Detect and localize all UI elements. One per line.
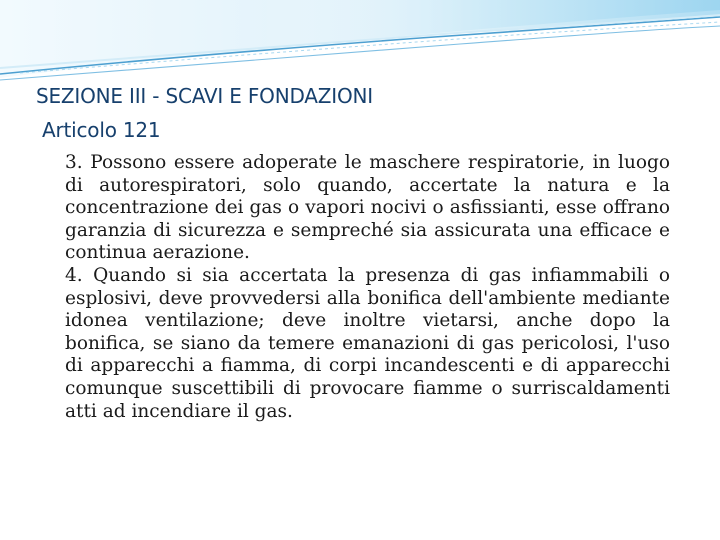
- slide-body: [65, 152, 670, 423]
- slide-title: SEZIONE III - SCAVI E FONDAZIONI: [36, 84, 373, 108]
- header-wave-band: [260, 0, 720, 48]
- paragraph-4: 4. Quando si sia accertata la presenza di gas infiammabili o esplosivi, deve provvedersi alla bonifica dell'ambiente mediante idonea ventilazione; deve inoltre vietarsi, anche dopo la bonifica, se siano da temere emanazioni di gas pericolosi, l'uso di apparecchi a fiamma, di corpi incandescenti e di apparecchi comunque suscettibili di provocare fiamme o surriscaldamenti atti ad incendiare il gas.: [65, 264, 670, 422]
- paragraph-3: 3. Possono essere adoperate le maschere respiratorie, in luogo di autorespiratori, solo quando, accertate la natura e la concentrazione dei gas o vapori nocivi o asfissianti, esse offrano garanzia di sicurezza e sempreché sia assicurata una efficace e continua aerazione.: [65, 152, 670, 264]
- header-wave-decoration: [0, 0, 720, 90]
- slide-subtitle: Articolo 121: [42, 118, 161, 142]
